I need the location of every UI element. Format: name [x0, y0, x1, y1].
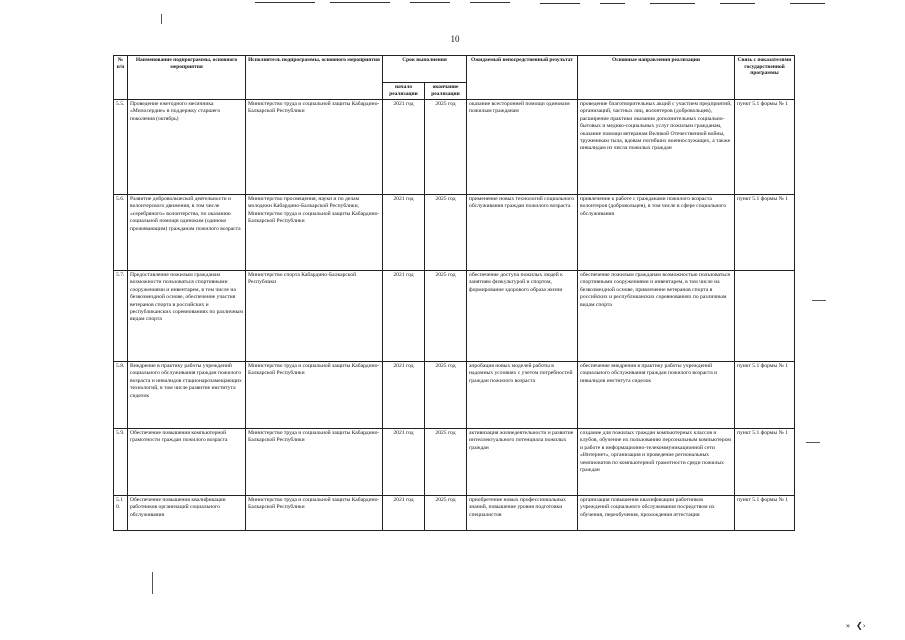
row-directions: обеспечение пожилым гражданам возможностью пользоваться спортивными сооружениями и инвентарем, в том числе на безвозмездной основе, привлечение ветеранов спорта в российских и республиканских соревнованиях по различным видам спорта [578, 271, 735, 362]
row-result: обеспечение доступа пожилых людей к занятиям физкультурой и спортом, формирование здорового образа жизни [467, 271, 578, 362]
row-start: 2021 год [383, 496, 425, 531]
row-start: 2021 год [383, 100, 425, 195]
header-name: Наименование подпрограммы, основного мероприятия [128, 56, 246, 100]
row-name: Обеспечение повышения квалификации работников организаций социального обслуживания [128, 496, 246, 531]
row-link: пункт 5.1 формы № 1 [735, 362, 795, 429]
row-link: пункт 5.1 формы № 1 [735, 100, 795, 195]
row-end: 2025 год [425, 195, 467, 271]
row-end: 2025 год [425, 100, 467, 195]
row-link: пункт 5.1 формы № 1 [735, 429, 795, 496]
row-result: активизация жизнедеятельности и развитие интеллектуального потенциала пожилых граждан [467, 429, 578, 496]
scan-corner-mark: » ❮› [846, 621, 866, 630]
header-link: Связь с показателями государственной программы [735, 56, 795, 100]
table-row [114, 271, 795, 362]
table-row [114, 496, 795, 531]
row-executor: Министерство труда и социальной защиты Кабардино-Балкарской Республики [246, 496, 383, 531]
row-start: 2021 год [383, 362, 425, 429]
header-executor: Исполнитель подпрограммы, основного мероприятия [246, 56, 383, 100]
row-directions: создание для пожилых граждан компьютерных классов и клубов, обучение их пользованию персональным компьютером и работе в информационно-телекоммуникационной сети «Интернет», организация и проведение региональных чемпионатов по компьютерной грамотности среди пожилых граждан [578, 429, 735, 496]
page-number: 10 [450, 34, 460, 44]
row-result: приобретение новых профессиональных знаний, повышение уровня подготовки специалистов [467, 496, 578, 531]
row-directions: привлечение к работе с гражданами пожилого возраста волонтеров (добровольцев), в том числе в сфере социального обслуживания [578, 195, 735, 271]
row-end: 2025 год [425, 271, 467, 362]
header-start: начало реализации [383, 83, 425, 100]
header-period: Срок выполнения [383, 56, 467, 83]
row-link: пункт 5.1 формы № 1 [735, 496, 795, 531]
table-header-row [114, 56, 795, 83]
table-row [114, 429, 795, 496]
row-name: Предоставление пожилым гражданам возможности пользоваться спортивными сооружениями и инвентарем, в том числе на безвозмездной основе, обеспечение участия ветеранов спорта в российских и республиканских соревнованиях по различным видам спорта [128, 271, 246, 362]
row-name: Развитие добровольческой деятельности и волонтерского движения, в том числе «серебряного» волонтерства, по оказанию социальной помощи одиноким (одиноко проживающим) гражданам пожилого возраста [128, 195, 246, 271]
row-end: 2025 год [425, 496, 467, 531]
row-end: 2025 год [425, 362, 467, 429]
row-executor: Министерство труда и социальной защиты Кабардино-Балкарской Республики [246, 429, 383, 496]
scan-top-marks [0, 0, 905, 20]
row-num: 5.9. [114, 429, 128, 496]
header-directions: Основные направления реализации [578, 56, 735, 100]
row-num: 5.7. [114, 271, 128, 362]
row-start: 2021 год [383, 271, 425, 362]
row-start: 2021 год [383, 195, 425, 271]
row-num: 5.10. [114, 496, 128, 531]
row-name: Внедрение в практику работы учреждений социального обслуживания граждан пожилого возраста и инвалидов стационарозамещающих технологий, в том числе развитие института сиделок [128, 362, 246, 429]
row-end: 2025 год [425, 429, 467, 496]
table-row [114, 100, 795, 195]
row-directions: проведение благотворительных акций с участием предприятий, организаций, частных лиц, волонтеров (добровольцев), расширение практики оказания дополнительных социально-бытовых и медико-социальных услуг пожилым гражданам, оказание помощи ветеранам Великой Отечественной войны, труженикам тыла, вдовам погибших военнослужащих, а также инвалидам из числа пожилых граждан [578, 100, 735, 195]
table-row [114, 362, 795, 429]
row-start: 2021 год [383, 429, 425, 496]
header-result: Ожидаемый непосредственный результат [467, 56, 578, 100]
row-link [735, 271, 795, 362]
row-num: 5.5. [114, 100, 128, 195]
row-executor: Министерство просвещения, науки и по делам молодежи Кабардино-Балкарской Республики, Министерство труда и социальной защиты Кабардино-Балкарской Республики [246, 195, 383, 271]
row-result: применение новых технологий социального обслуживания граждан пожилого возраста [467, 195, 578, 271]
row-directions: организация повышения квалификации работников учреждений социального обслуживания посредством их обучения, переобучения, прохождения аттестации [578, 496, 735, 531]
row-result: апробация новых моделей работы в надомных условиях с учетом потребностей граждан пожилого возраста [467, 362, 578, 429]
row-executor: Министерство труда и социальной защиты Кабардино-Балкарской Республики [246, 100, 383, 195]
row-name: Проведение ежегодного месячника «Милосердие» в поддержку старшего поколения (октябрь) [128, 100, 246, 195]
header-num: № п/п [114, 56, 128, 100]
header-end: окончание реализации [425, 83, 467, 100]
row-link: пункт 5.1 формы № 1 [735, 195, 795, 271]
table-row [114, 195, 795, 271]
row-executor: Министерство спорта Кабардино-Балкарской Республики [246, 271, 383, 362]
measures-table [113, 55, 795, 531]
row-directions: обеспечение внедрения в практику работы учреждений социального обслуживания граждан пожилого возраста и инвалидов института сиделок [578, 362, 735, 429]
row-num: 5.8. [114, 362, 128, 429]
row-result: оказание всесторонней помощи одиноким пожилым гражданам [467, 100, 578, 195]
row-executor: Министерство труда и социальной защиты Кабардино-Балкарской Республики [246, 362, 383, 429]
row-name: Обеспечение повышения компьютерной грамотности граждан пожилого возраста [128, 429, 246, 496]
row-num: 5.6. [114, 195, 128, 271]
